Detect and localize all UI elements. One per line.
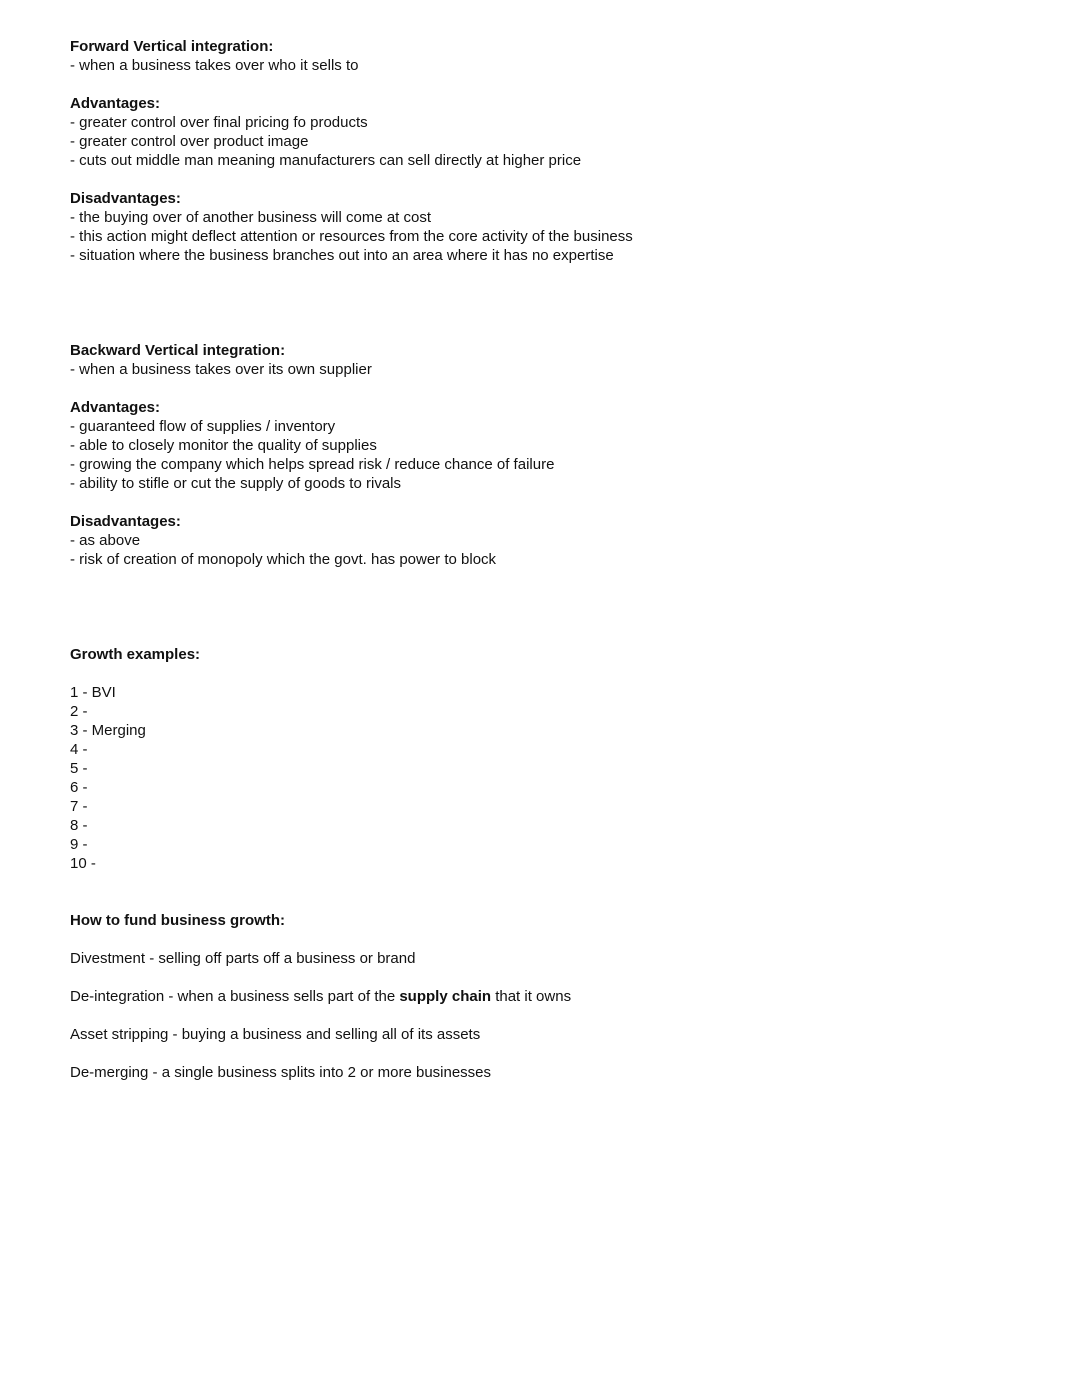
growth-list-item: 7 - — [70, 798, 88, 815]
funding-section — [70, 911, 1030, 1082]
funding-deintegration — [70, 987, 1030, 1006]
forward-advantage-item: - cuts out middle man meaning manufacturers can sell directly at higher price — [70, 152, 582, 169]
funding-asset-stripping: Asset stripping - buying a business and selling all of its assets — [70, 1026, 481, 1043]
growth-title: Growth examples: — [70, 646, 201, 663]
backward-definition: - when a business takes over its own supplier — [70, 361, 372, 378]
forward-section — [70, 37, 1030, 265]
backward-disadvantages-title: Disadvantages: — [70, 513, 181, 530]
document-page — [70, 37, 1030, 1101]
growth-list-item: 8 - — [70, 817, 88, 834]
growth-list-item: 10 - — [70, 855, 96, 872]
forward-disadvantage-item: - situation where the business branches out into an area where it has no expertise — [70, 247, 614, 264]
backward-advantages-title: Advantages: — [70, 399, 161, 416]
deintegration-text-post: that it owns — [491, 988, 572, 1005]
funding-divestment: Divestment - selling off parts off a business or brand — [70, 950, 416, 967]
forward-advantage-item: - greater control over final pricing fo products — [70, 114, 368, 131]
growth-list-item: 3 - Merging — [70, 722, 146, 739]
backward-advantage-item: - guaranteed flow of supplies / inventory — [70, 418, 336, 435]
supply-chain-emphasis: supply chain — [399, 988, 492, 1005]
backward-advantage-item: - growing the company which helps spread risk / reduce chance of failure — [70, 456, 555, 473]
growth-list-item: 9 - — [70, 836, 88, 853]
forward-disadvantages-title: Disadvantages: — [70, 190, 181, 207]
growth-list-item: 5 - — [70, 760, 88, 777]
growth-list-item: 2 - — [70, 703, 88, 720]
forward-advantage-item: - greater control over product image — [70, 133, 309, 150]
funding-demerging: De-merging - a single business splits into 2 or more businesses — [70, 1064, 492, 1081]
forward-disadvantage-item: - the buying over of another business will come at cost — [70, 209, 432, 226]
backward-advantage-item: - able to closely monitor the quality of supplies — [70, 437, 377, 454]
backward-title: Backward Vertical integration: — [70, 342, 286, 359]
backward-section — [70, 341, 1030, 569]
growth-section — [70, 645, 1030, 873]
backward-advantage-item: - ability to stifle or cut the supply of goods to rivals — [70, 475, 401, 492]
forward-advantages-title: Advantages: — [70, 95, 161, 112]
backward-disadvantage-item: - risk of creation of monopoly which the govt. has power to block — [70, 551, 497, 568]
growth-list-item: 4 - — [70, 741, 88, 758]
forward-title: Forward Vertical integration: — [70, 38, 274, 55]
funding-title: How to fund business growth: — [70, 912, 285, 929]
backward-disadvantage-item: - as above — [70, 532, 141, 549]
forward-definition: - when a business takes over who it sells to — [70, 57, 359, 74]
deintegration-text-pre: De-integration - when a business sells part of the — [70, 988, 400, 1005]
growth-list-item: 1 - BVI — [70, 684, 116, 701]
growth-list-item: 6 - — [70, 779, 88, 796]
forward-disadvantage-item: - this action might deflect attention or resources from the core activity of the business — [70, 228, 633, 245]
